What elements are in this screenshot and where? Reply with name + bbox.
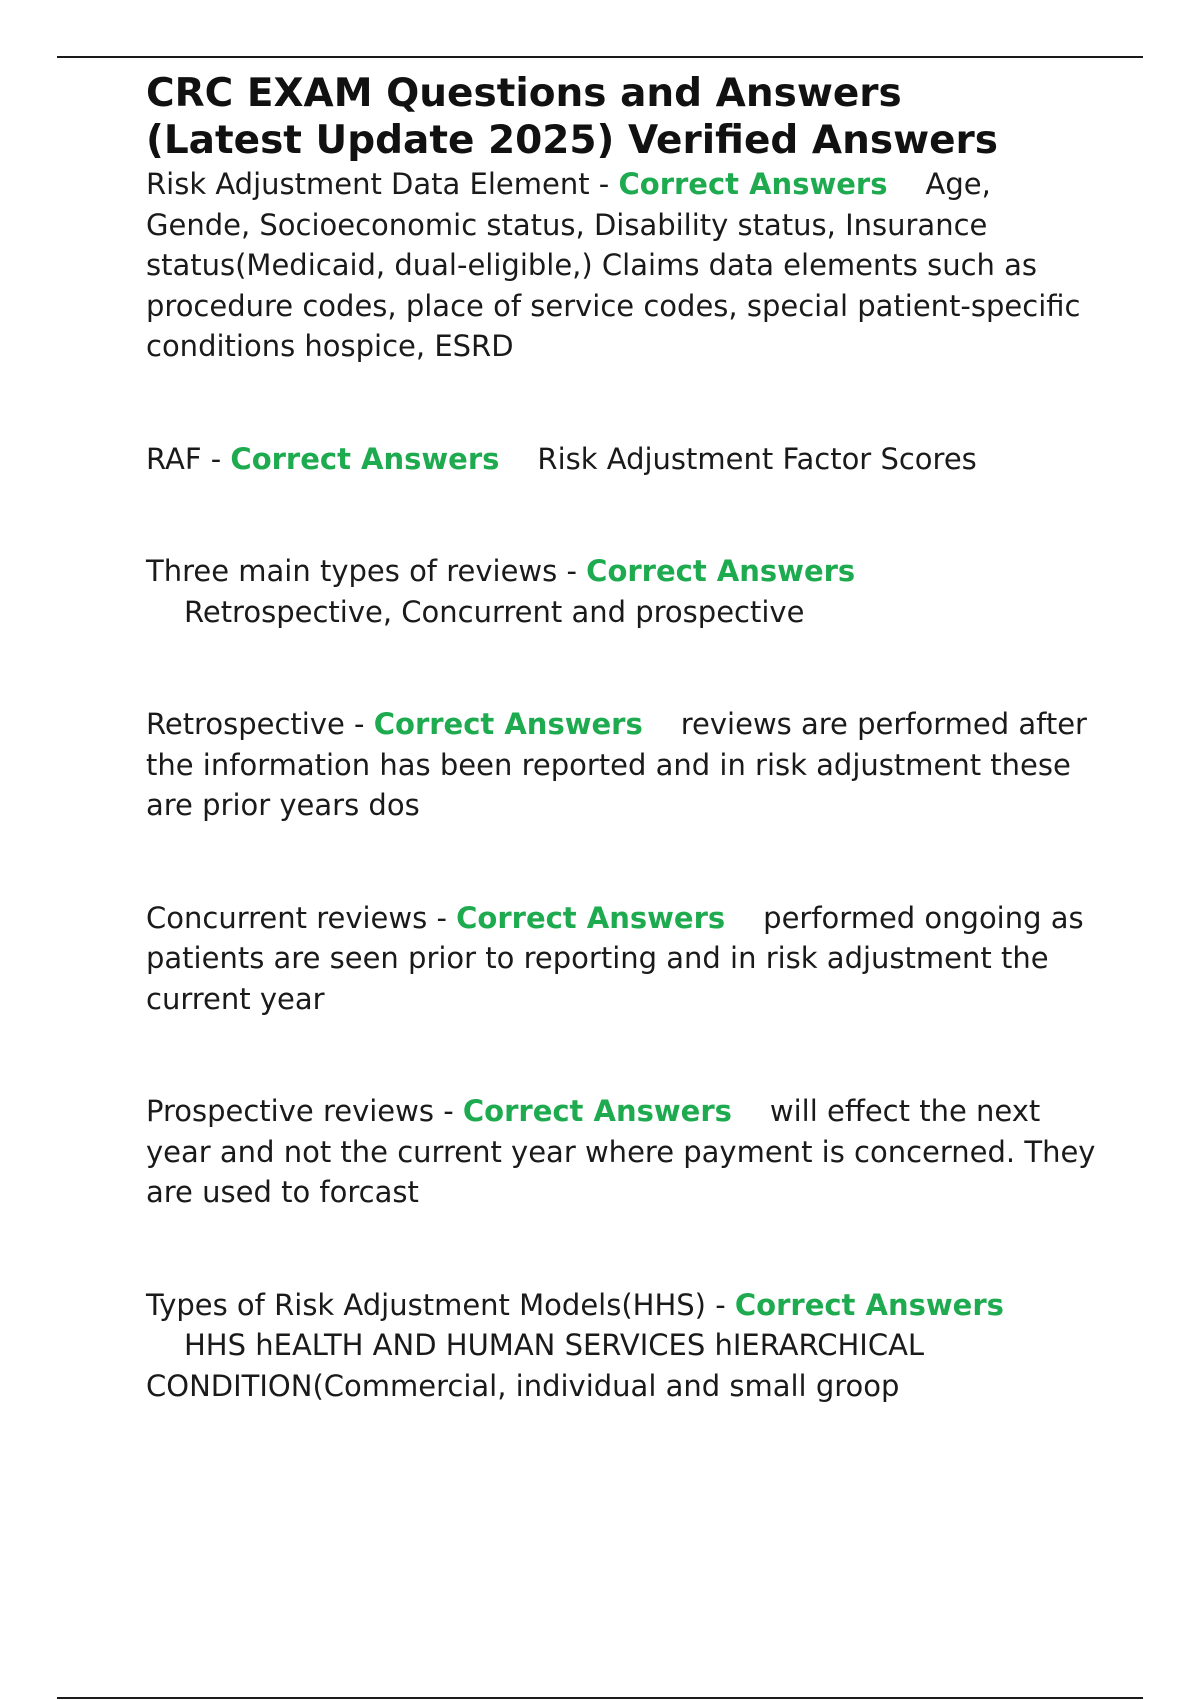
entry-answer: performed ongoing as patients are seen prior to reporting and in risk adjustment the current year xyxy=(146,900,1084,1016)
qa-entry-retrospective xyxy=(146,704,1096,826)
correct-answers-label: Correct Answers xyxy=(462,1094,732,1128)
entry-term: Risk Adjustment Data Element xyxy=(146,167,590,201)
title-line-2: (Latest Update 2025) Verified Answers xyxy=(146,118,999,163)
entry-separator: - xyxy=(201,441,231,476)
qa-entry-risk-adjustment-data-element xyxy=(146,164,1096,367)
entry-separator: - xyxy=(433,1094,463,1128)
title-line-1: CRC EXAM Questions and Answers xyxy=(146,71,902,116)
entry-separator: - xyxy=(589,167,619,201)
bottom-rule xyxy=(57,1697,1143,1699)
qa-entry-three-main-types-of-reviews xyxy=(146,551,1096,632)
qa-entry-prospective-reviews xyxy=(146,1091,1096,1213)
entry-term: Three main types of reviews xyxy=(146,554,558,588)
entry-answer: HHS hEALTH AND HUMAN SERVICES hIERARCHICAL CONDITION(Commercial, individual and small groop xyxy=(146,1328,925,1403)
entry-separator: - xyxy=(427,900,457,935)
entry-separator: - xyxy=(557,554,587,588)
qa-entry-types-of-risk-adjustment-models xyxy=(146,1285,1096,1407)
correct-answers-label: Correct Answers xyxy=(586,554,856,588)
document-title xyxy=(146,70,1096,164)
entry-answer: reviews are performed after the information has been reported and in risk adjustment these are prior years dos xyxy=(146,707,1087,822)
entry-separator: - xyxy=(344,707,374,741)
qa-entry-concurrent-reviews xyxy=(146,898,1096,1020)
correct-answers-label: Correct Answers xyxy=(373,707,643,741)
entry-answer: Retrospective, Concurrent and prospective xyxy=(184,594,805,629)
entry-answer: Age, Gende, Socioeconomic status, Disability status, Insurance status(Medicaid, dual-eligible,) Claims data elements such as procedure codes, place of service codes, special patient-specific conditions hospice, ESRD xyxy=(146,167,1081,363)
correct-answers-label: Correct Answers xyxy=(734,1287,1004,1322)
document-body xyxy=(146,70,1096,1406)
entry-term: Prospective reviews xyxy=(146,1094,434,1128)
qa-entry-raf xyxy=(146,439,1096,480)
entry-answer: Risk Adjustment Factor Scores xyxy=(537,441,977,476)
correct-answers-label: Correct Answers xyxy=(230,441,500,476)
entry-term: RAF xyxy=(146,441,202,476)
correct-answers-label: Correct Answers xyxy=(456,900,726,935)
entry-separator: - xyxy=(705,1287,735,1322)
entry-term: Types of Risk Adjustment Models(HHS) xyxy=(146,1287,706,1322)
entry-answer: will effect the next year and not the current year where payment is concerned. They are used to forcast xyxy=(146,1094,1096,1209)
entry-term: Retrospective xyxy=(146,707,345,741)
entry-term: Concurrent reviews xyxy=(146,900,428,935)
correct-answers-label: Correct Answers xyxy=(618,167,888,201)
top-rule xyxy=(57,56,1143,58)
